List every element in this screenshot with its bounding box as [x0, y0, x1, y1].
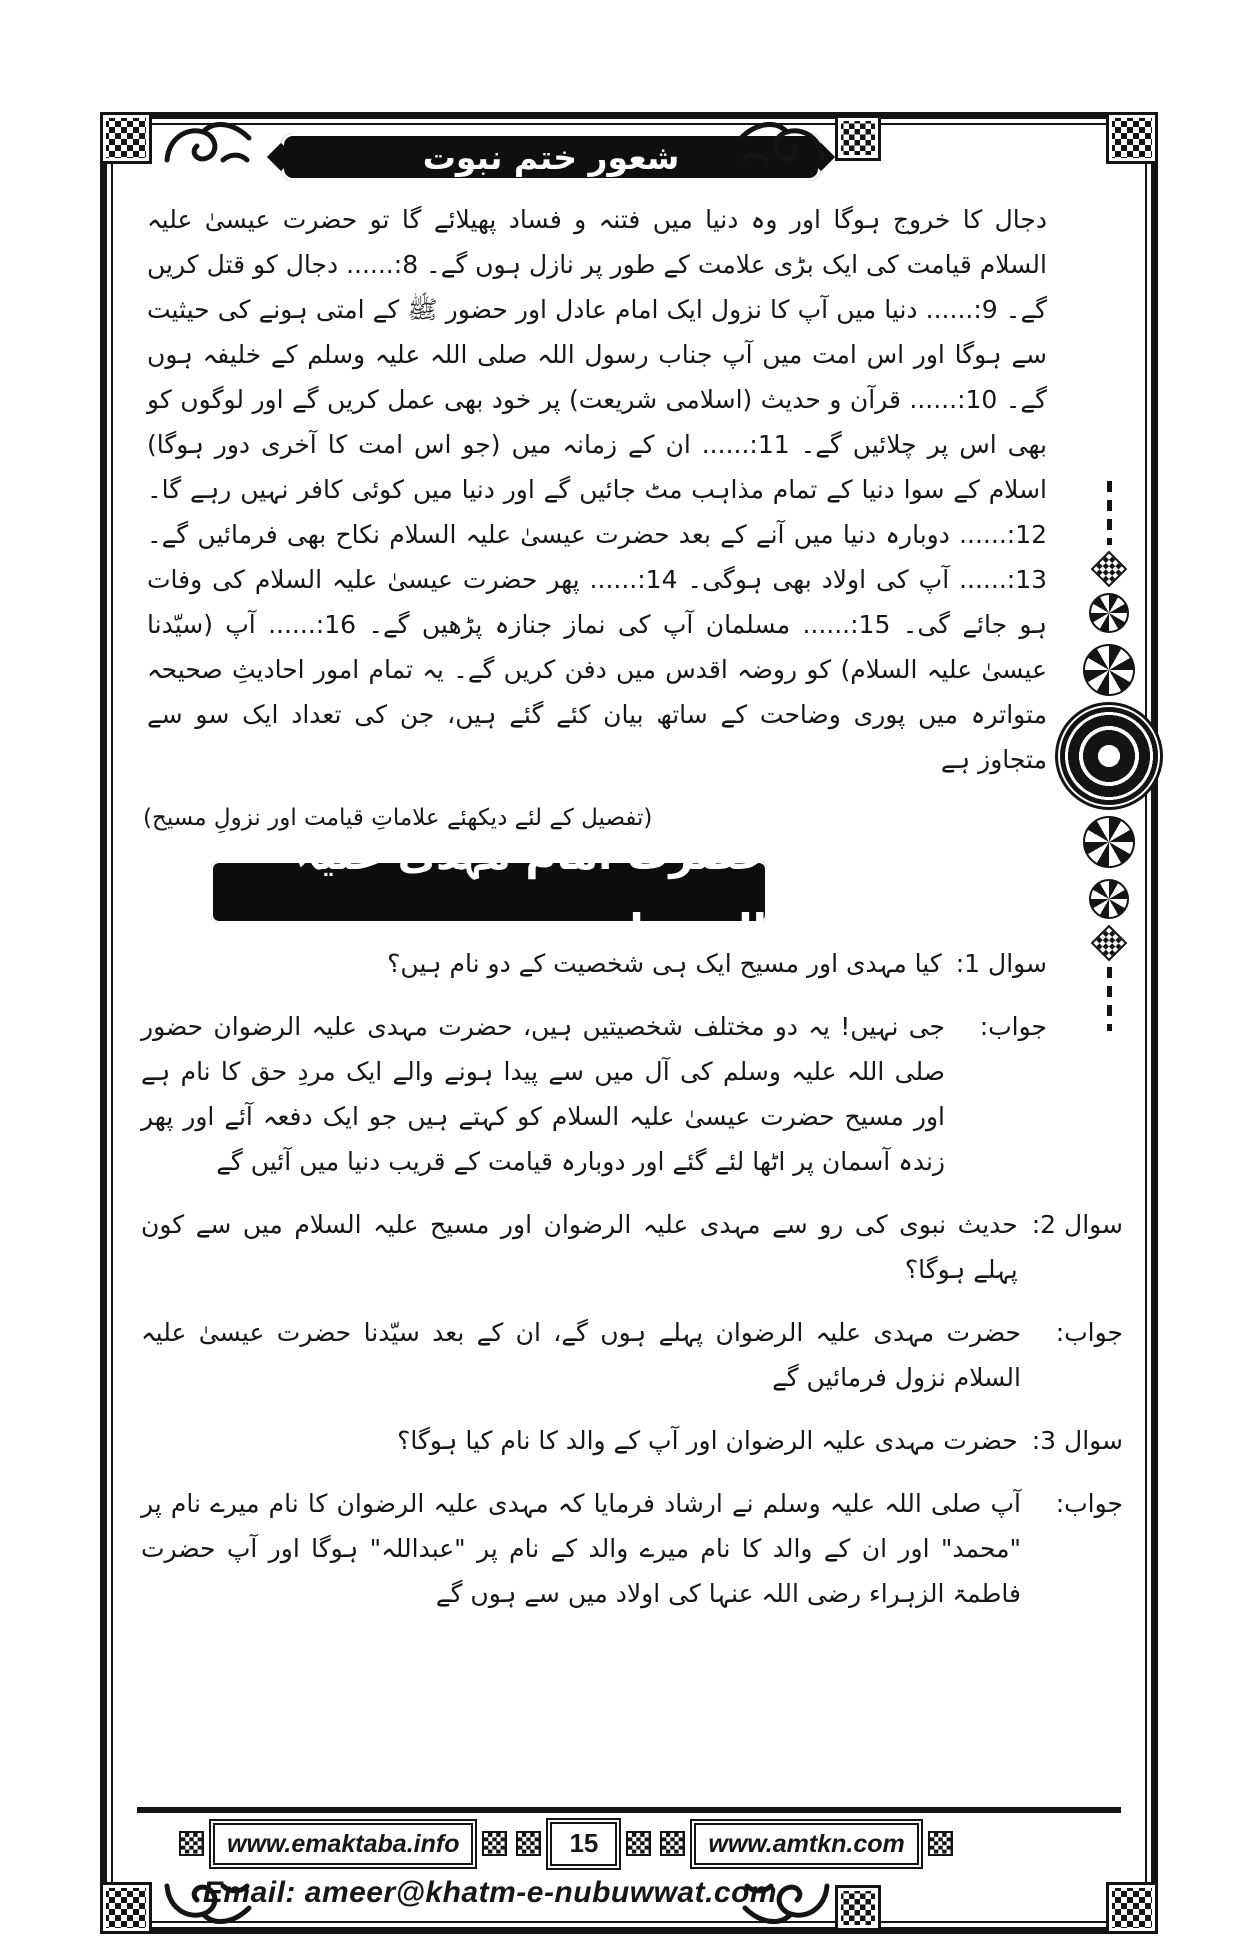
flourish-icon: [161, 122, 257, 168]
border-dashes-icon: [1107, 967, 1112, 1031]
page-body: [123, 189, 1135, 1807]
flower-ornament-icon: [1083, 644, 1135, 696]
page-footer: [123, 1807, 1135, 1913]
question-row: [141, 941, 1047, 986]
flower-ornament-icon: [1089, 593, 1129, 633]
medallion-ornament-icon: [1060, 707, 1158, 805]
diamond-ornament-icon: [1091, 925, 1128, 962]
page-header: [123, 131, 1135, 189]
question-row: [141, 1202, 1123, 1292]
checker-ornament-icon: [660, 1831, 685, 1856]
book-title: شعور ختم نبوت: [422, 137, 680, 177]
border-dashes-icon: [1107, 481, 1112, 545]
flourish-icon: [733, 122, 829, 168]
website-right: www.amtkn.com: [694, 1823, 918, 1865]
section-heading-text: حضرت امام مہدی علیہ الرضوان: [295, 829, 767, 955]
answer-row: [141, 1004, 1047, 1184]
answer-text: حضرت مہدی علیہ الرضوان پہلے ہوں گے، ان کے بعد سیّدنا حضرت عیسیٰ علیہ السلام نزول فرمائیں گے: [141, 1318, 1021, 1393]
inner-border: [111, 123, 1147, 1923]
question-row: [141, 1418, 1123, 1463]
answer-label: جواب:: [1055, 1318, 1123, 1348]
question-text: حدیث نبوی کی رو سے مہدی علیہ الرضوان اور مسیح علیہ السلام میں سے کون پہلے ہوگا؟: [141, 1210, 1018, 1285]
corner-flower-ornament-icon: [100, 112, 152, 164]
footer-divider: [137, 1807, 1121, 1813]
checker-ornament-icon: [179, 1831, 204, 1856]
page-number: 15: [550, 1822, 617, 1866]
flourish-icon: [161, 1878, 257, 1924]
flower-ornament-icon: [1083, 816, 1135, 868]
diamond-ornament-icon: [1091, 551, 1128, 588]
decorative-border-frame: [100, 112, 1158, 1934]
checker-ornament-icon: [626, 1831, 651, 1856]
body-paragraph: دجال کا خروج ہوگا اور وہ دنیا میں فتنہ و فساد پھیلائے گا تو حضرت عیسیٰ علیہ السلام قیامت کی ایک بڑی علامت کے طور پر نازل ہوں گے۔ 8:...... دجال کو قتل کریں گے۔ 9:...... دنیا میں آپ کا نزول ایک امام عادل اور حضور ﷺ کے امتی ہونے کی حیثیت سے ہوگا اور اس امت میں آپ جناب رسول اللہ صلی اللہ علیہ وسلم کے خلیفہ ہوں گے۔ 10:...... قرآن و حدیث (اسلامی شریعت) پر خود بھی عمل کریں گے اور لوگوں کو بھی اس پر چلائیں گے۔ 11:...... ان کے زمانہ میں (جو اس امت کا آخری دور ہوگا) اسلام کے سوا دنیا کے تمام مذاہب مٹ جائیں گے اور دنیا میں کوئی کافر نہیں رہے گا۔ 12:...... دوبارہ دنیا میں آنے کے بعد حضرت عیسیٰ علیہ السلام نکاح بھی فرمائیں گے۔ 13:...... آپ کی اولاد بھی ہوگی۔ 14:...... پھر حضرت عیسیٰ علیہ السلام کی وفات ہو جائے گی۔ 15:...... مسلمان آپ کی نماز جنازہ پڑھیں گے۔ 16:...... آپ (سیّدنا عیسیٰ علیہ السلام) کو روضہ اقدس میں دفن کریں گے۔ یہ تمام امور احادیثِ صحیحہ متواترہ میں پوری وضاحت کے ساتھ بیان کئے گئے ہیں، جن کی تعداد ایک سو سے متجاوز ہے: [146, 205, 1048, 774]
website-left: www.emaktaba.info: [213, 1823, 473, 1865]
answer-row: [141, 1310, 1123, 1400]
flower-ornament-icon: [1089, 879, 1129, 919]
checker-ornament-icon: [928, 1831, 953, 1856]
answer-text: جی نہیں! یہ دو مختلف شخصیتیں ہیں، حضرت مہدی علیہ الرضوان حضور صلی اللہ علیہ وسلم کی آل میں سے پیدا ہونے والے ایک مردِ حق کا نام ہے اور مسیح حضرت عیسیٰ علیہ السلام کو کہتے ہیں جو ایک دفعہ آئے اور پھر زندہ آسمان پر اٹھا لئے گئے اور دوبارہ قیامت کے قریب دنیا میں آئیں گے: [141, 1012, 945, 1177]
answer-row: [141, 1481, 1123, 1616]
checker-ornament-icon: [516, 1831, 541, 1856]
border-flower-ornament-icon: [835, 115, 881, 161]
corner-flower-ornament-icon: [1106, 112, 1158, 164]
flourish-icon: [737, 1878, 833, 1924]
question-label: سوال 3:: [1031, 1426, 1123, 1456]
question-text: کیا مہدی اور مسیح ایک ہی شخصیت کے دو نام ہیں؟: [387, 949, 942, 979]
footer-boxes-row: [179, 1822, 1135, 1866]
question-text: حضرت مہدی علیہ الرضوان اور آپ کے والد کا نام کیا ہوگا؟: [397, 1426, 1018, 1456]
email-address: Email: ameer@khatm-e-nubuwwat.com: [202, 1875, 778, 1909]
answer-label: جواب:: [979, 1012, 1047, 1042]
answer-text: آپ صلی اللہ علیہ وسلم نے ارشاد فرمایا کہ مہدی علیہ الرضوان کا نام میرے نام پر "محمد" اور ان کے والد کا نام میرے والد کے نام پر "عبداللہ" ہوگا اور آپ حضرت فاطمۃ الزہراء رضی اللہ عنہا کی اولاد میں سے ہوں گے: [141, 1489, 1021, 1609]
checker-ornament-icon: [482, 1831, 507, 1856]
corner-flower-ornament-icon: [1106, 1882, 1158, 1934]
answer-label: جواب:: [1055, 1489, 1123, 1519]
border-flower-ornament-icon: [835, 1885, 881, 1931]
corner-flower-ornament-icon: [100, 1882, 152, 1934]
reference-note: (تفصیل کے لئے دیکھئے علاماتِ قیامت اور نزولِ مسیح): [143, 805, 653, 831]
margin-ornament-chain-icon: [1061, 481, 1157, 1031]
question-label: سوال 1:: [955, 949, 1047, 979]
question-label: سوال 2:: [1031, 1210, 1123, 1240]
section-heading-bar: [211, 829, 767, 955]
